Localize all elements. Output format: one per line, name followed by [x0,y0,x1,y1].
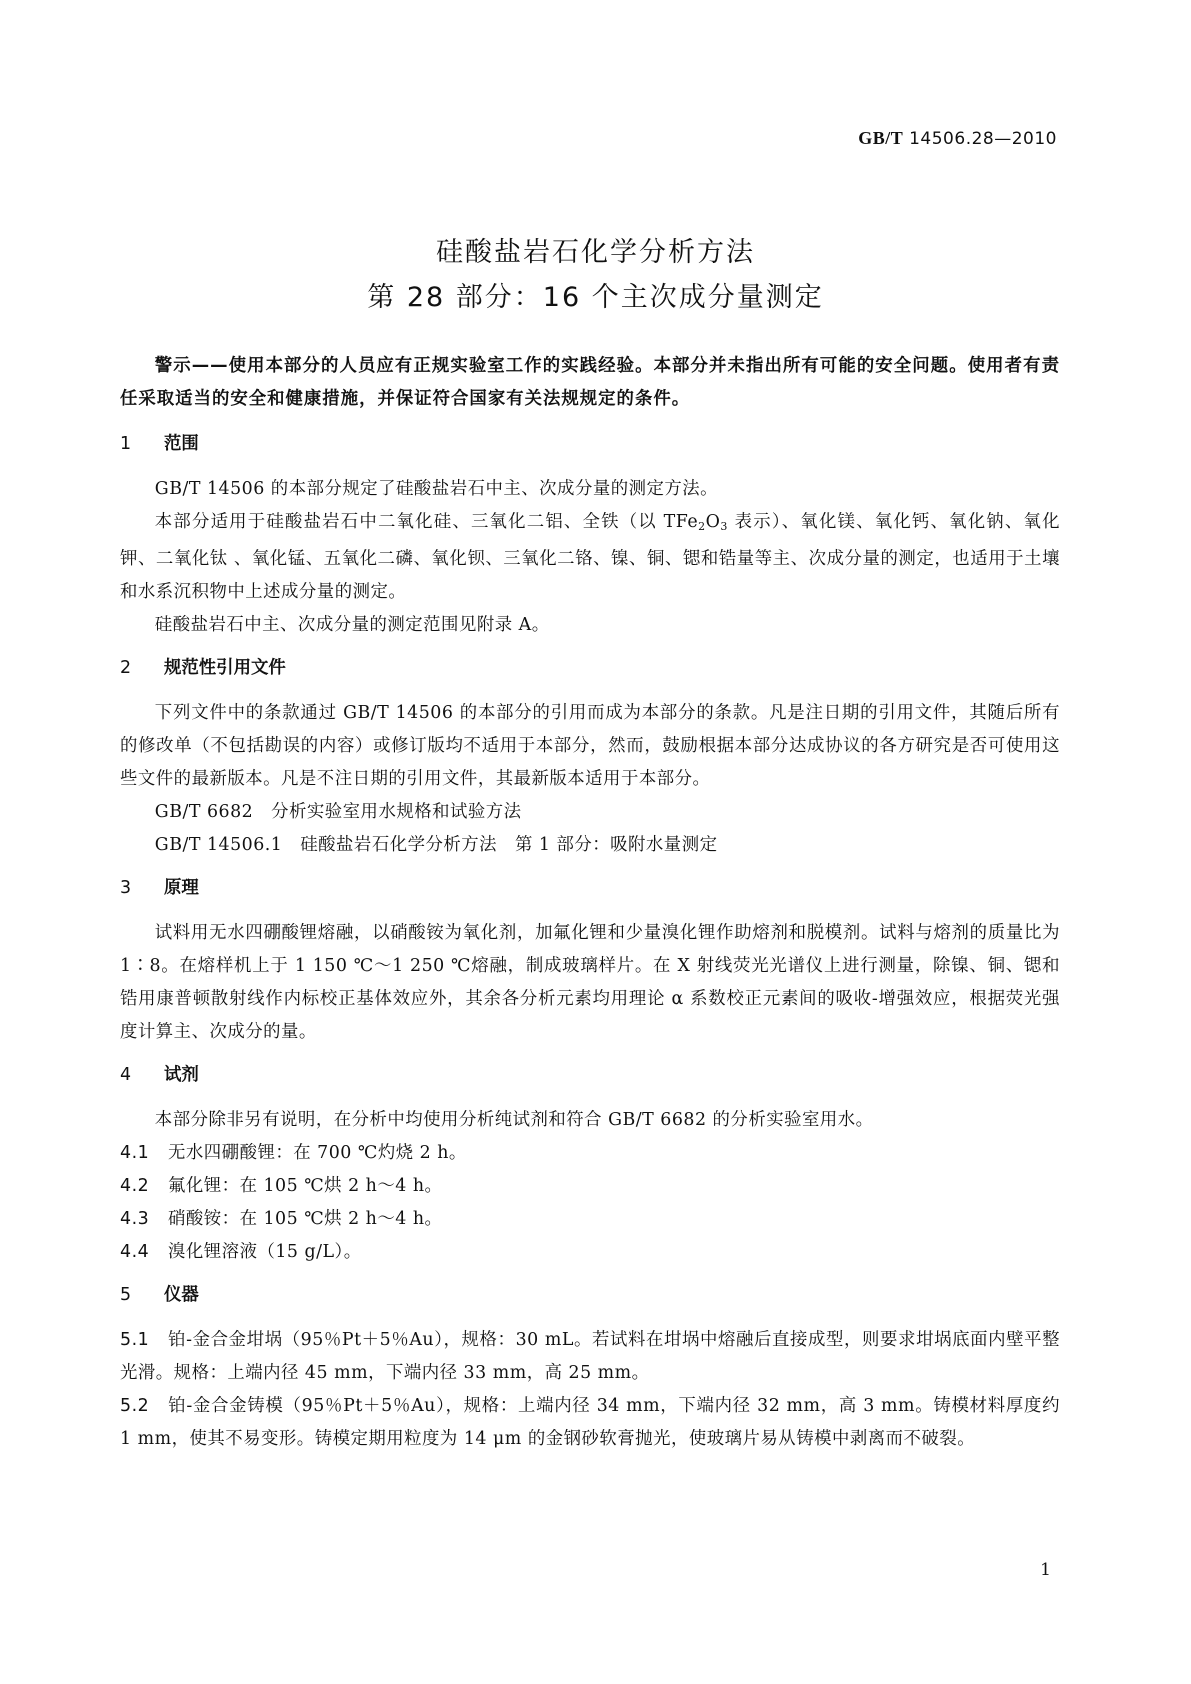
warning-paragraph: 警示——使用本部分的人员应有正规实验室工作的实践经验。本部分并未指出所有可能的安全问题。使用者有责任采取适当的安全和健康措施，并保证符合国家有关法规规定的条件。 [120,356,1060,409]
item-text: 硝酸铵：在 105 ℃烘 2 h～4 h。 [168,1209,443,1229]
scope-paragraph-2 [120,506,1060,609]
reagents-paragraph: 本部分除非另有说明，在分析中均使用分析纯试剂和符合 GB/T 6682 的分析实验室用水。 [154,1110,874,1130]
principle-paragraph: 试料用无水四硼酸锂熔融，以硝酸铵为氧化剂，加氟化锂和少量溴化锂作助熔剂和脱模剂。试料与熔剂的质量比为 1∶8。在熔样机上于 1 150 ℃～1 250 ℃熔融，制成玻璃样片。在 X 射线荧光光谱仪上进行测量，除镍、铜、锶和锆用康普顿散射线作内标校正基体效应外，其余各分析元素均用理论 α 系数校正元素间的吸收-增强效应，根据荧光强度计算主、次成分的量。 [120,923,1060,1042]
section-title: 范围 [164,434,199,454]
section-heading-references [120,652,1060,685]
reagent-item [120,1203,1060,1236]
scope-paragraph-1: GB/T 14506 的本部分规定了硅酸盐岩石中主、次成分量的测定方法。 [154,479,719,499]
reagent-item [120,1137,1060,1170]
item-text: 无水四硼酸锂：在 700 ℃灼烧 2 h。 [168,1143,467,1163]
document-body [120,350,1060,1456]
standard-number [858,128,1057,149]
reference-item: GB/T 6682 分析实验室用水规格和试验方法 [154,802,522,822]
section-heading-principle [120,872,1060,905]
item-text: 铂-金合金坩埚（95％Pt＋5％Au），规格：30 mL。若试料在坩埚中熔融后直接成型，则要求坩埚底面内壁平整光滑。规格：上端内径 45 mm，下端内径 33 mm，高 25 mm。 [120,1330,1060,1383]
section-number: 5 [120,1285,132,1305]
section-heading-scope [120,428,1060,461]
reference-item: GB/T 14506.1 硅酸盐岩石化学分析方法 第 1 部分：吸附水量测定 [154,835,718,855]
section-heading-apparatus [120,1279,1060,1312]
item-text: 铂-金合金铸模（95％Pt＋5％Au），规格：上端内径 34 mm，下端内径 32 mm，高 3 mm。铸模材料厚度约 1 mm，使其不易变形。铸模定期用粒度为 14 μm 的金钢砂软膏抛光，使玻璃片易从铸模中剥离而不破裂。 [120,1396,1060,1449]
section-title: 原理 [164,878,199,898]
section-number: 2 [120,658,132,678]
subscript: 2 [698,520,706,533]
standard-code: 14506.28—2010 [909,129,1057,149]
reagent-item [120,1236,1060,1269]
document-subtitle: 第 28 部分：16 个主次成分量测定 [367,282,824,313]
section-title: 规范性引用文件 [164,658,286,678]
apparatus-item [120,1324,1060,1390]
section-number: 1 [120,434,132,454]
subscript: 3 [720,520,728,533]
section-heading-reagents [120,1059,1060,1092]
page-number: 1 [1040,1560,1051,1580]
document-title: 硅酸盐岩石化学分析方法 [436,237,755,268]
item-text: 溴化锂溶液（15 g/L）。 [168,1242,362,1262]
standard-prefix: GB/T [858,128,904,148]
section-number: 4 [120,1065,132,1085]
reagent-item [120,1170,1060,1203]
item-number: 4.1 [120,1143,150,1163]
text-segment: 表示）、氧化镁、氧化钙、氧化钠、氧化钾、二氧化钛 、氧化锰、五氧化二磷、氧化钡、三氧化二铬、镍、铜、锶和锆量等主、次成分量的测定，也适用于土壤和水系沉积物中上述成分量的测定。 [120,512,1060,602]
item-number: 4.3 [120,1209,150,1229]
section-number: 3 [120,878,132,898]
item-number: 5.2 [120,1396,150,1416]
item-text: 氟化锂：在 105 ℃烘 2 h～4 h。 [168,1176,443,1196]
references-paragraph: 下列文件中的条款通过 GB/T 14506 的本部分的引用而成为本部分的条款。凡是注日期的引用文件，其随后所有的修改单（不包括勘误的内容）或修订版均不适用于本部分，然而，鼓励根据本部分达成协议的各方研究是否可使用这些文件的最新版本。凡是不注日期的引用文件，其最新版本适用于本部分。 [120,703,1060,789]
scope-paragraph-3: 硅酸盐岩石中主、次成分量的测定范围见附录 A。 [154,615,550,635]
section-title: 试剂 [164,1065,199,1085]
apparatus-item [120,1390,1060,1456]
item-number: 5.1 [120,1330,150,1350]
item-number: 4.4 [120,1242,150,1262]
section-title: 仪器 [164,1285,199,1305]
text-segment: 本部分适用于硅酸盐岩石中二氧化硅、三氧化二铝、全铁（以 TFe [154,512,699,532]
text-segment: O [705,512,721,532]
item-number: 4.2 [120,1176,150,1196]
